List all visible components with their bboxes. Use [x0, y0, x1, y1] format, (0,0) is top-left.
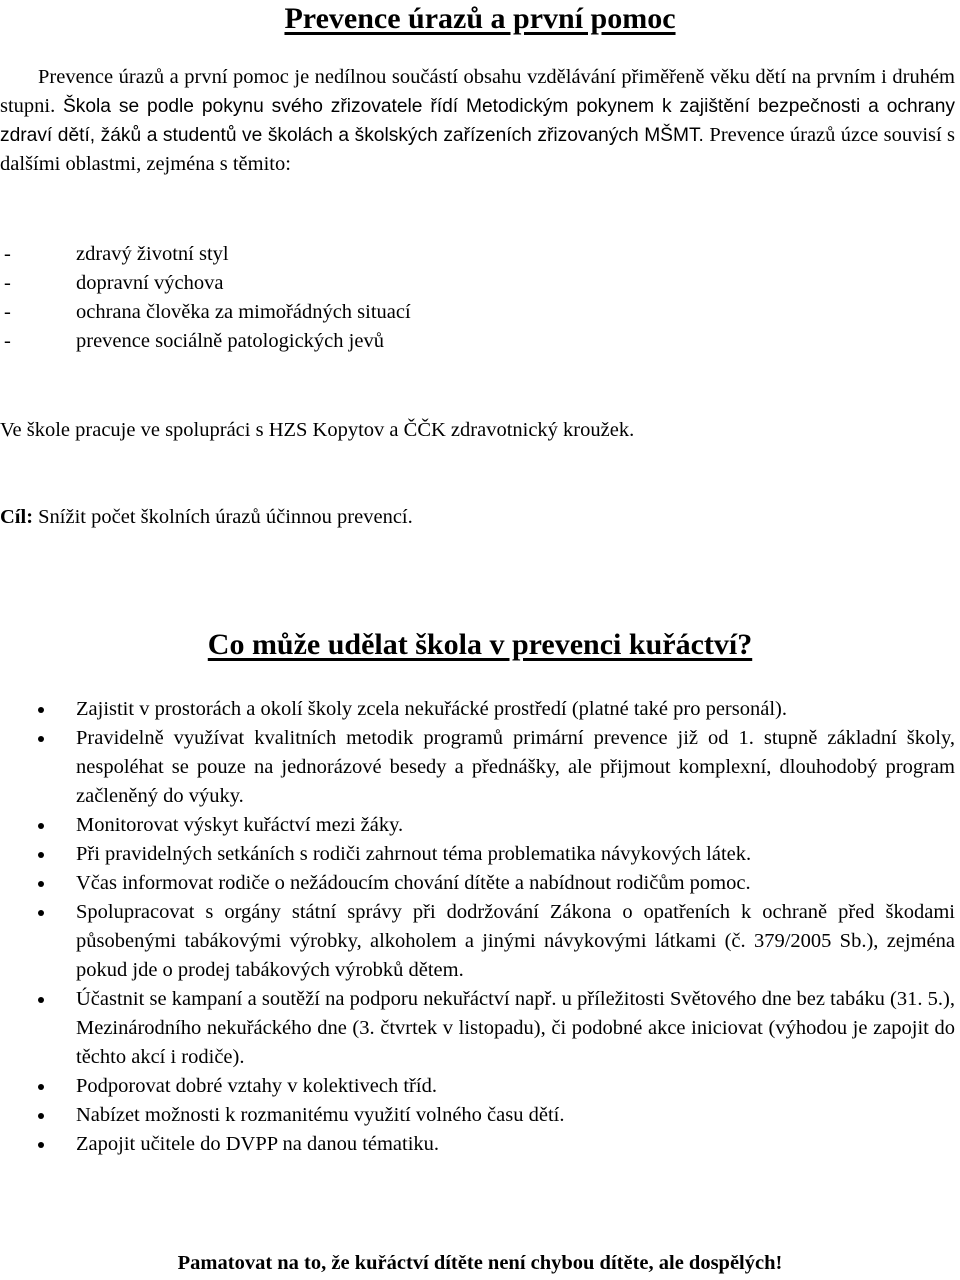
list-item [0, 898, 955, 985]
bullet-icon [38, 997, 44, 1003]
list-item [0, 269, 900, 298]
list-item-text: zdravý životní styl [76, 243, 229, 265]
bullet-icon [38, 910, 44, 916]
dash-marker: - [4, 272, 11, 294]
list-item-text: prevence sociálně patologických jevů [76, 330, 384, 352]
dash-marker: - [4, 301, 11, 323]
cooperation-paragraph: Ve škole pracuje ve spolupráci s HZS Kopytov a ČČK zdravotnický kroužek. [0, 419, 635, 441]
goal-paragraph [0, 503, 955, 532]
list-item-text: Monitorovat výskyt kuřáctví mezi žáky. [76, 814, 404, 836]
bullet-icon [38, 852, 44, 858]
list-item-text: Při pravidelných setkáních s rodiči zahrnout téma problematika návykových látek. [76, 843, 752, 865]
intro-part-1: Prevence úrazů a první pomoc je nedílnou součástí obsahu vzdělávání přiměřeně věku dětí na prvním i druhém stupni. [0, 66, 955, 117]
intro-part-2: Škola se podle pokynu svého zřizovatele řídí Metodickým pokynem k zajištění bezpečnosti a ochrany zdraví dětí, žáků a studentů ve školách a školských zařízeních zřizovaných MŠMT. [0, 96, 955, 146]
list-item-text: Nabízet možnosti k rozmanitému využití volného času dětí. [76, 1104, 565, 1126]
bullet-icon [38, 736, 44, 742]
intro-paragraph [0, 63, 955, 179]
list-item-text: Účastnit se kampaní a soutěží na podporu nekuřáctví např. u příležitosti Světového dne bez tabáku (31. 5.), Mezinárodního nekuřáckého dne (3. čtvrtek v listopadu), či podobné akce iniciovat (výhodou je zapojit do těchto akcí i rodiče). [76, 988, 955, 1068]
bullet-icon [38, 823, 44, 829]
list-item [0, 811, 955, 840]
list-item [0, 1072, 955, 1101]
bullet-icon [38, 881, 44, 887]
page-title: Prevence úrazů a první pomoc [284, 2, 676, 35]
goal-label: Cíl: [0, 506, 34, 528]
list-item [0, 695, 955, 724]
list-item [0, 869, 955, 898]
list-item [0, 1101, 955, 1130]
list-item [0, 240, 900, 269]
footer-note: Pamatovat na to, že kuřáctví dítěte není chybou dítěte, ale dospělých! [177, 1252, 783, 1274]
list-item-text: Spolupracovat s orgány státní správy při dodržování Zákona o opatřeních k ochraně před škodami působenými tabákovými výrobky, alkoholem a jinými návykovými látkami (č. 379/2005 Sb.), zejména pokud jde o prodej tabákových výrobků dětem. [76, 901, 955, 981]
list-item [0, 840, 955, 869]
list-item [0, 985, 955, 1072]
dash-marker: - [4, 330, 11, 352]
list-item-text: Včas informovat rodiče o nežádoucím chování dítěte a nabídnout rodičům pomoc. [76, 872, 751, 894]
list-item [0, 327, 900, 356]
smoking-prevention-list [0, 695, 955, 1159]
bullet-icon [38, 707, 44, 713]
bullet-icon [38, 1084, 44, 1090]
list-item-text: Zapojit učitele do DVPP na danou tématiku. [76, 1133, 440, 1155]
list-item [0, 724, 955, 811]
list-item-text: Podporovat dobré vztahy v kolektivech tříd. [76, 1075, 437, 1097]
goal-text: Snížit počet školních úrazů účinnou prevencí. [33, 506, 413, 528]
bullet-icon [38, 1142, 44, 1148]
list-item [0, 298, 900, 327]
list-item [0, 1130, 955, 1159]
section-title: Co může udělat škola v prevenci kuřáctví? [207, 628, 753, 661]
bullet-icon [38, 1113, 44, 1119]
list-item-text: Pravidelně využívat kvalitních metodik programů primární prevence již od 1. stupně základní školy, nespoléhat se pouze na jednorázové besedy a přednášky, ale přijmout komplexní, dlouhodobý program začleněný do výuky. [76, 727, 955, 807]
list-item-text: ochrana člověka za mimořádných situací [76, 301, 411, 323]
dash-marker: - [4, 243, 11, 265]
related-areas-list [0, 240, 900, 356]
list-item-text: Zajistit v prostorách a okolí školy zcela nekuřácké prostředí (platné také pro personál). [76, 698, 787, 720]
intro-part-3: Prevence úrazů úzce souvisí s dalšími oblastmi, zejména s těmito: [0, 124, 955, 175]
list-item-text: dopravní výchova [76, 272, 224, 294]
